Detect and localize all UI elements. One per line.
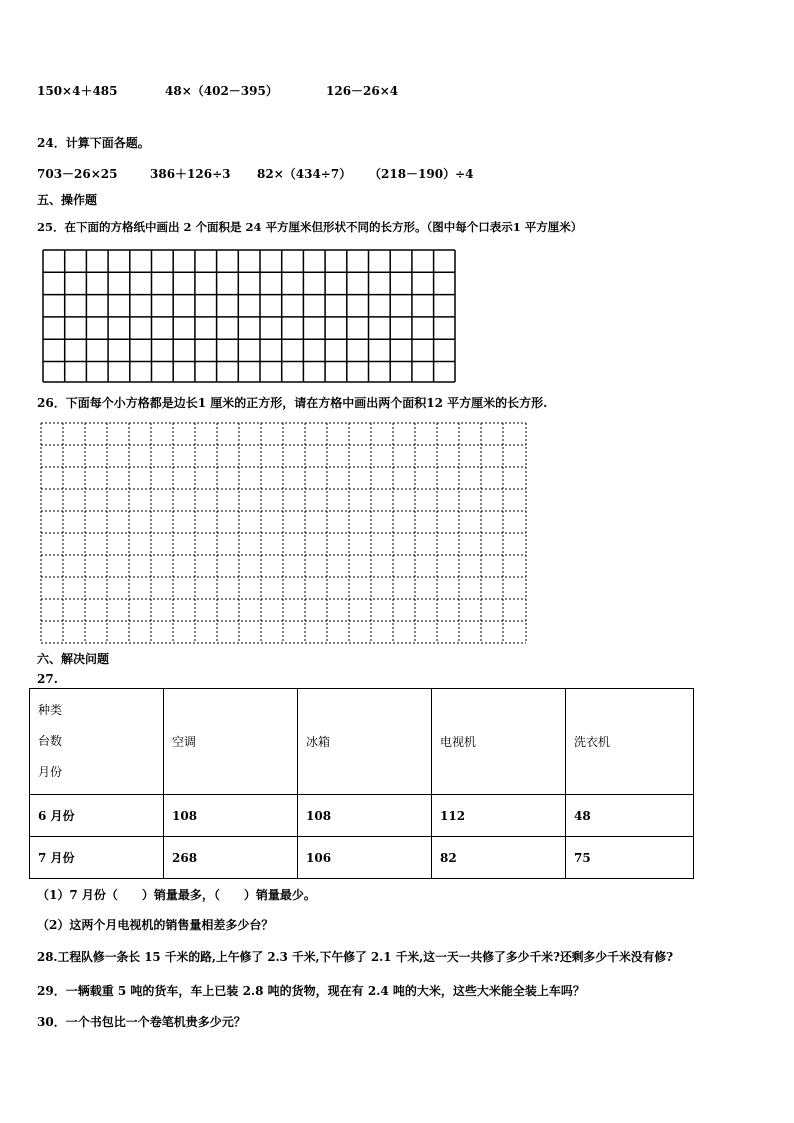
q24-title: 24．计算下面各题。 bbox=[37, 136, 150, 150]
header-corner-kind: 种类 bbox=[38, 703, 63, 717]
row-label: 7 月份 bbox=[30, 837, 164, 879]
table-cell: 75 bbox=[566, 837, 694, 879]
sales-table bbox=[29, 688, 694, 879]
q24-expr-2: 386＋126÷3 bbox=[150, 167, 231, 181]
expr-150x4-plus-485: 150×4＋485 bbox=[37, 84, 118, 98]
section-5-heading: 五、操作题 bbox=[37, 193, 98, 207]
table-cell: 108 bbox=[164, 795, 298, 837]
table-cell: 82 bbox=[432, 837, 566, 879]
q24-expr-4: （218－190）÷4 bbox=[369, 167, 474, 181]
q27-number: 27. bbox=[37, 672, 58, 686]
table-row bbox=[30, 837, 694, 879]
table-cell: 48 bbox=[566, 795, 694, 837]
q29-text: 29．一辆载重 5 吨的货车，车上已装 2.8 吨的货物，现在有 2.4 吨的大米，这些大米能全装上车吗？ bbox=[37, 984, 585, 998]
expr-48x-paren: 48×（402－395） bbox=[165, 84, 278, 98]
expr-126-minus: 126－26×4 bbox=[326, 84, 399, 98]
q27-sub2: （2）这两个月电视机的销售量相差多少台？ bbox=[37, 918, 274, 932]
header-corner-cell bbox=[30, 689, 164, 795]
header-corner-count: 台数 bbox=[38, 734, 63, 748]
column-header: 电视机 bbox=[432, 689, 566, 795]
column-header: 冰箱 bbox=[298, 689, 432, 795]
q25-grid bbox=[41, 248, 457, 384]
table-row bbox=[30, 795, 694, 837]
table-cell: 268 bbox=[164, 837, 298, 879]
table-header-row bbox=[30, 689, 694, 795]
q26-dashed-grid bbox=[40, 422, 530, 646]
column-header: 空调 bbox=[164, 689, 298, 795]
table-cell: 108 bbox=[298, 795, 432, 837]
q27-sub1: （1）7 月份（ ）销量最多，（ ）销量最少。 bbox=[37, 888, 316, 902]
q26-text: 26．下面每个小方格都是边长1 厘米的正方形，请在方格中画出两个面积12 平方厘米的长方形. bbox=[37, 396, 548, 410]
row-label: 6 月份 bbox=[30, 795, 164, 837]
table-cell: 106 bbox=[298, 837, 432, 879]
table-cell: 112 bbox=[432, 795, 566, 837]
q24-expr-1: 703－26×25 bbox=[37, 167, 118, 181]
q30-text: 30．一个书包比一个卷笔机贵多少元？ bbox=[37, 1015, 246, 1029]
column-header: 洗衣机 bbox=[566, 689, 694, 795]
q25-text: 25．在下面的方格纸中画出 2 个面积是 24 平方厘米但形状不同的长方形。（图中每个口表示1 平方厘米） bbox=[37, 220, 583, 234]
q24-expr-3: 82×（434÷7） bbox=[257, 167, 352, 181]
header-corner-month: 月份 bbox=[38, 765, 63, 779]
q28-text: 28.工程队修一条长 15 千米的路,上午修了 2.3 千米,下午修了 2.1 千米,这一天一共修了多少千米?还剩多少千米没有修? bbox=[37, 950, 674, 964]
section-6-heading: 六、解决问题 bbox=[37, 652, 110, 666]
